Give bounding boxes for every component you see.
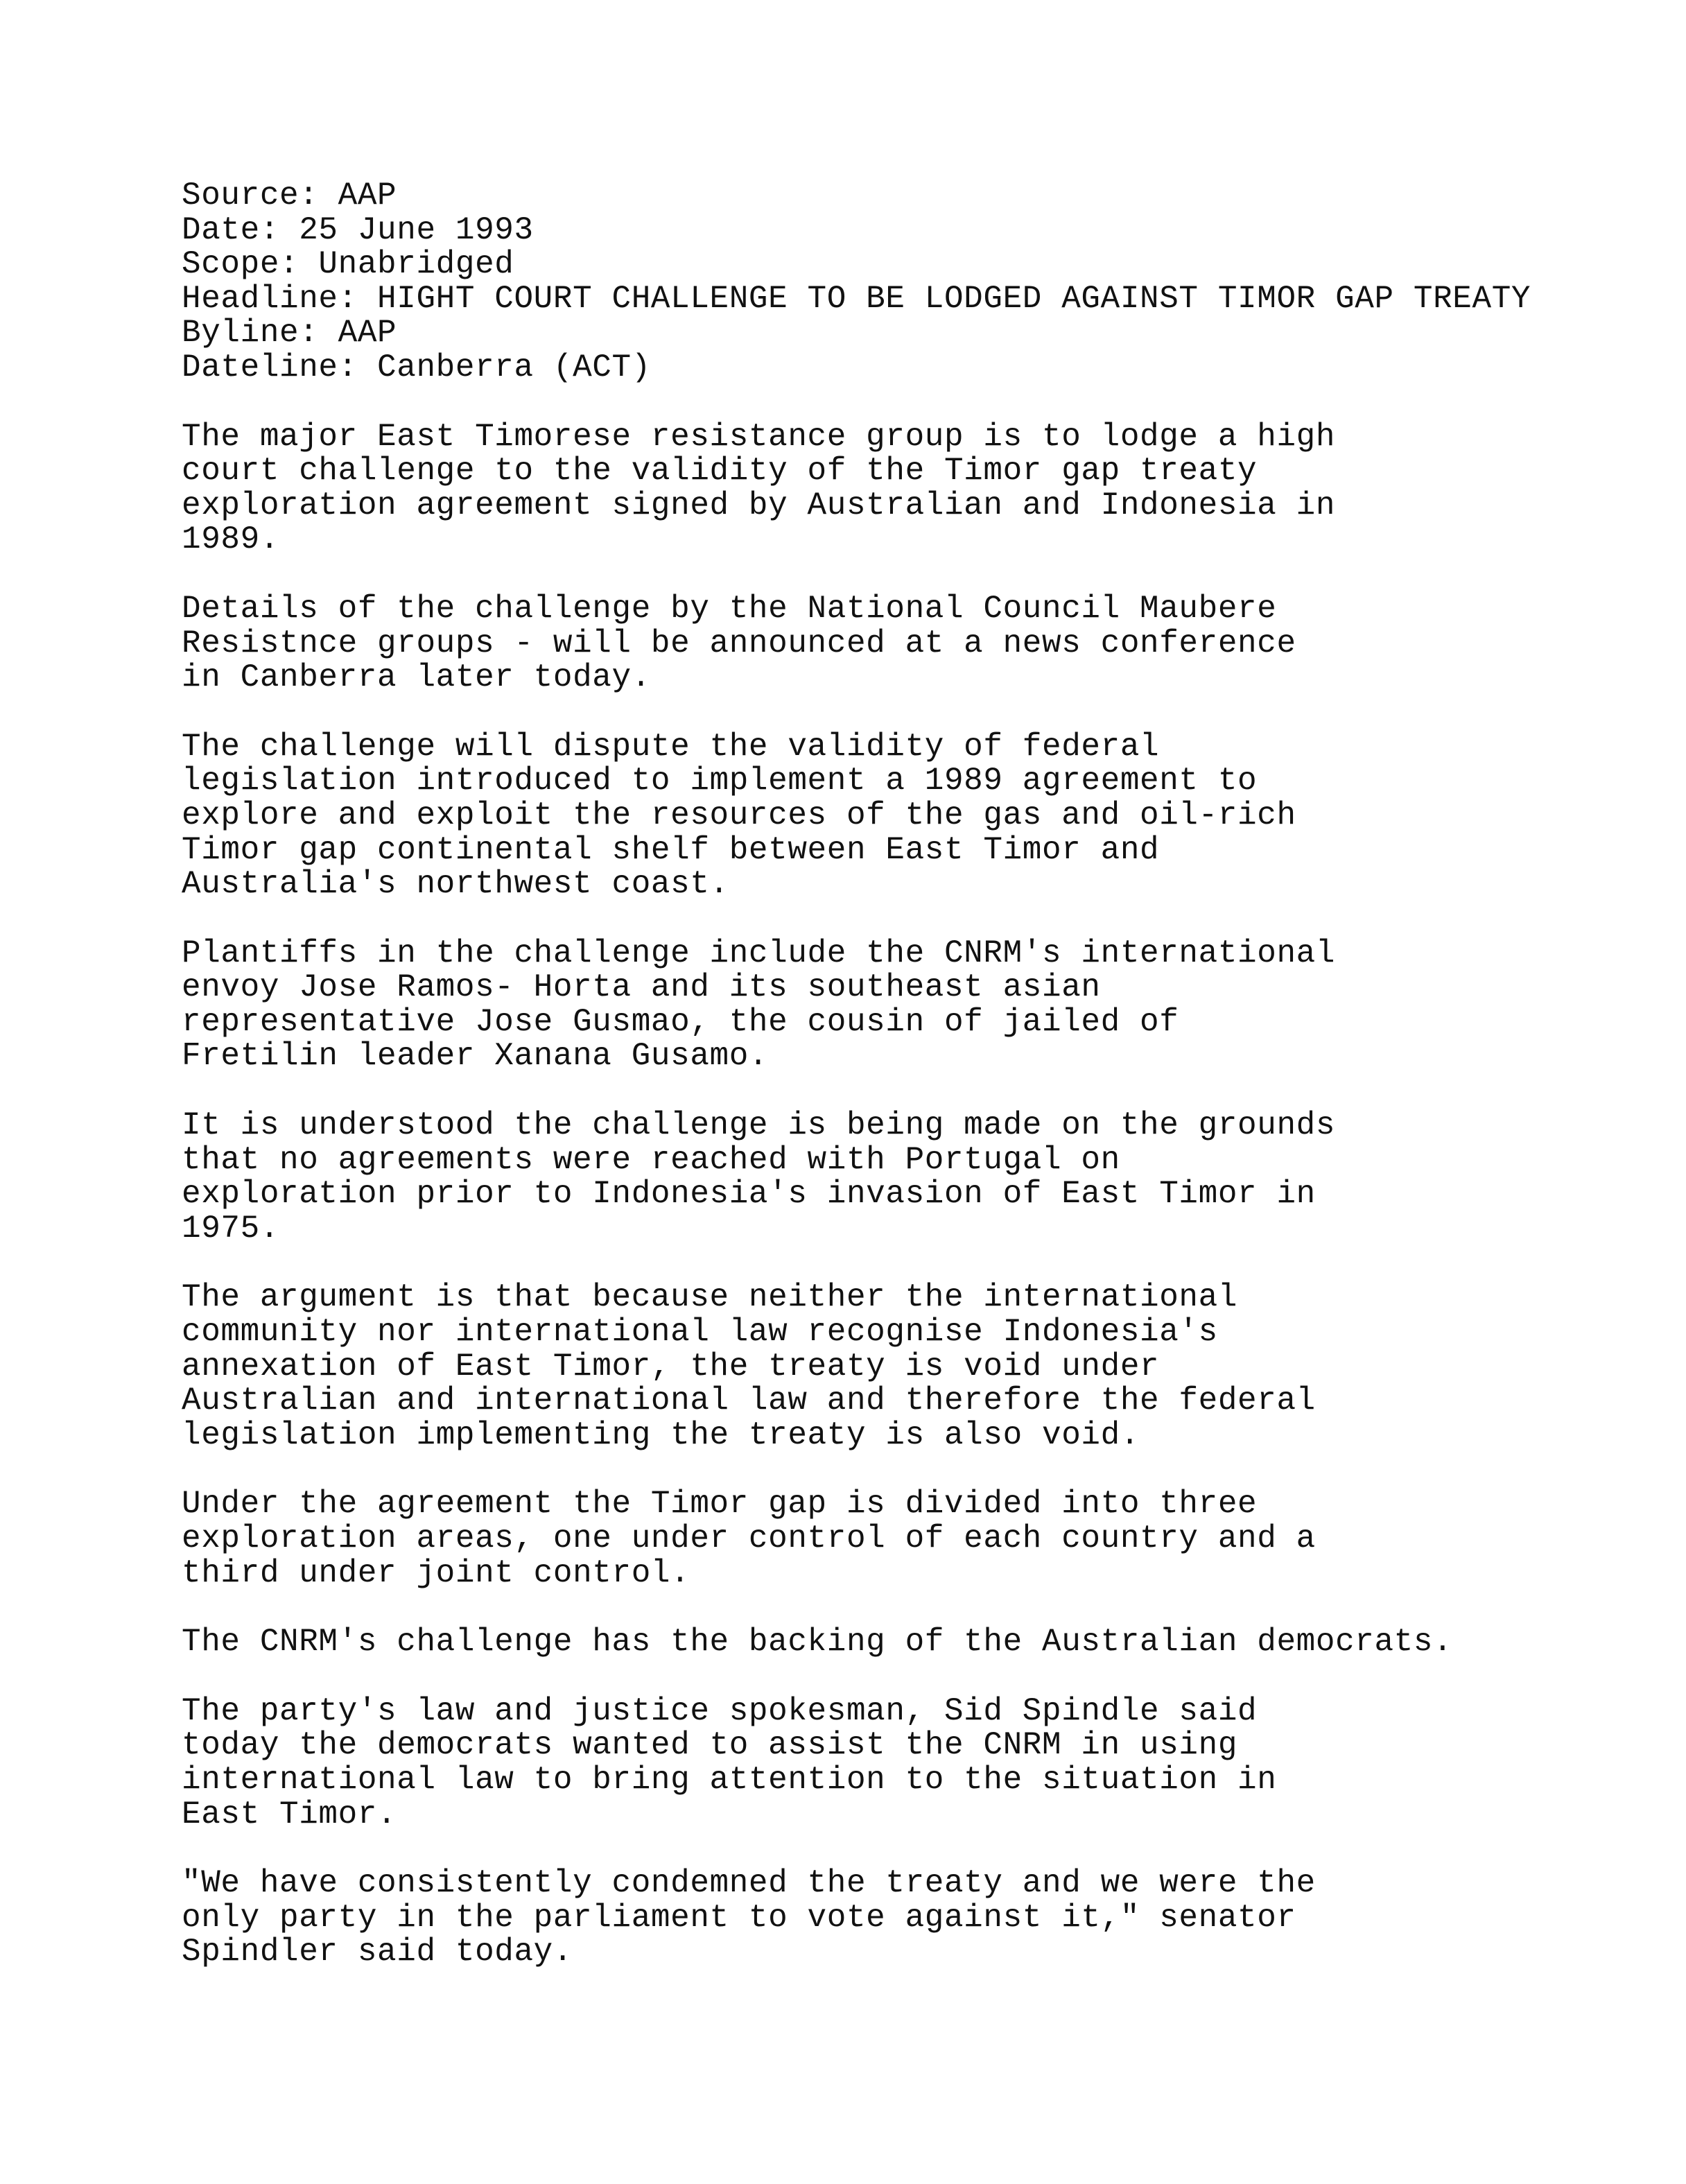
body-paragraph: The party's law and justice spokesman, Sid Spindle said today the democrats wanted to assist the CNRM in using international law to bring attention to the situation in East Timor. (182, 1692, 1277, 1832)
body-paragraph: Plantiffs in the challenge include the CNRM's international envoy Jose Ramos- Horta and its southeast asian representative Jose Gusmao, the cousin of jailed of Fretilin leader Xanana Gusamo. (182, 935, 1336, 1075)
article-metadata (182, 179, 1582, 385)
body-paragraph: The major East Timorese resistance group is to lodge a high court challenge to the validity of the Timor gap treaty exploration agreement signed by Australian and Indonesia in 1989. (182, 418, 1336, 558)
body-paragraph: It is understood the challenge is being made on the grounds that no agreements were reached with Portugal on exploration prior to Indonesia's invasion of East Timor in 1975. (182, 1107, 1336, 1247)
body-paragraph: The argument is that because neither the international community nor international law recognise Indonesia's annexation of East Timor, the treaty is void under Australian and international law and therefore the federal legislation implementing the treaty is also void. (182, 1279, 1316, 1453)
dateline-line: Dateline: Canberra (ACT) (182, 349, 651, 385)
byline-line: Byline: AAP (182, 315, 397, 352)
document-page (182, 179, 1582, 1970)
date-line: Date: 25 June 1993 (182, 211, 534, 248)
body-paragraph: The CNRM's challenge has the backing of the Australian democrats. (182, 1624, 1453, 1661)
body-paragraph: Under the agreement the Timor gap is divided into three exploration areas, one under control of each country and a third under joint control. (182, 1486, 1316, 1591)
body-paragraph: Details of the challenge by the National Council Maubere Resistnce groups - will be announced at a news conference in Canberra later today. (182, 590, 1296, 696)
body-paragraph: "We have consistently condemned the treaty and we were the only party in the parliament to vote against it," senator Spindler said today. (182, 1865, 1316, 1970)
source-line: Source: AAP (182, 177, 397, 214)
article-body (182, 420, 1582, 1970)
body-paragraph: The challenge will dispute the validity of federal legislation introduced to implement a 1989 agreement to explore and exploit the resources of the gas and oil-rich Timor gap continental shelf between East Timor and Australia's northwest coast. (182, 728, 1296, 903)
headline-line: Headline: HIGHT COURT CHALLENGE TO BE LODGED AGAINST TIMOR GAP TREATY (182, 280, 1531, 317)
scope-line: Scope: Unabridged (182, 246, 514, 283)
